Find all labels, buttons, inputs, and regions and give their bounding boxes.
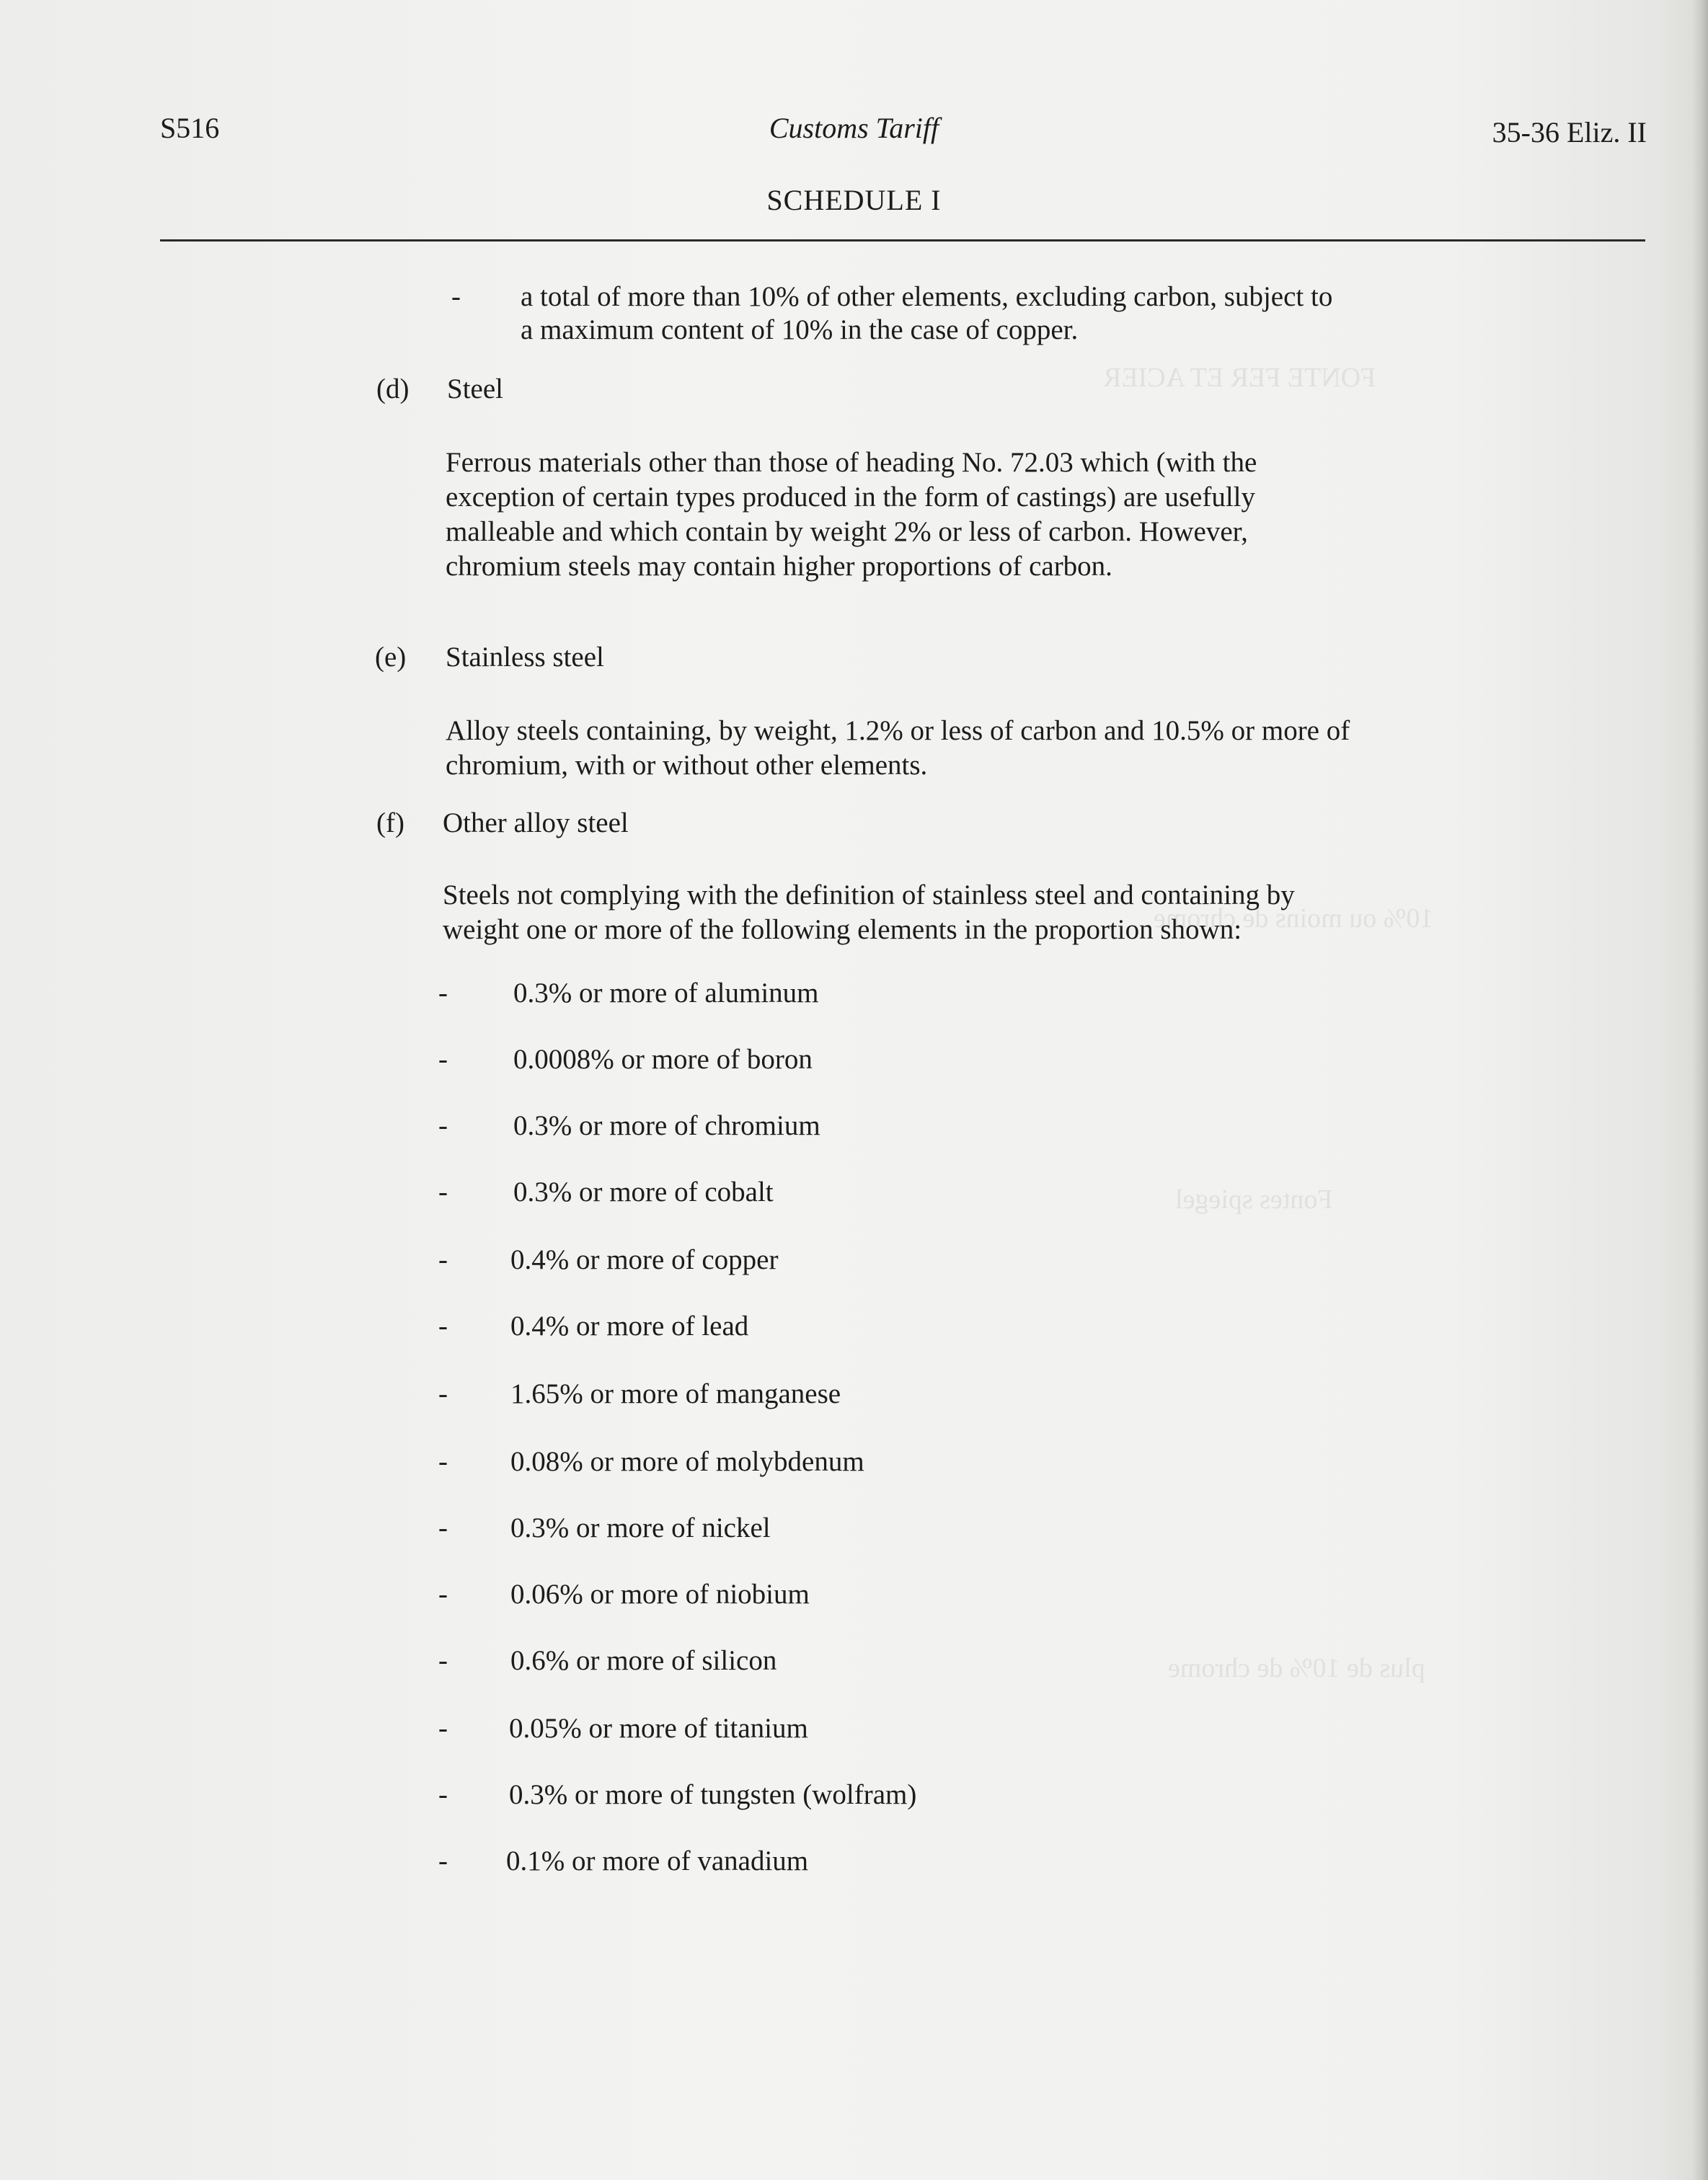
section-d-paragraph [446, 446, 1257, 584]
list-item-silicon: 0.6% or more of silicon [510, 1645, 777, 1676]
paragraph-line: Alloy steels containing, by weight, 1.2% or less of carbon and 10.5% or more of [446, 715, 1350, 746]
page-edge-shadow [1692, 0, 1708, 2180]
show-through-text: FONTE FER ET ACIER [1103, 363, 1376, 393]
section-d-heading: Steel [447, 373, 503, 404]
section-d-label: (d) [376, 373, 410, 404]
page-number: S516 [160, 112, 220, 144]
bullet-dash: - [438, 1244, 448, 1275]
bullet-dash: - [438, 1311, 448, 1342]
paragraph-line: exception of certain types produced in the form of castings) are usefully [446, 482, 1256, 513]
show-through-text: plus de 10% de chrome [1168, 1653, 1425, 1683]
show-through-text: Fontes spiegel [1175, 1184, 1333, 1215]
paragraph-line: chromium steels may contain higher proportions of carbon. [446, 551, 1112, 582]
intro-bullet-line-2: a maximum content of 10% in the case of copper. [521, 314, 1079, 345]
paragraph-line: Ferrous materials other than those of heading No. 72.03 which (with the [446, 447, 1257, 478]
list-item-boron: 0.0008% or more of boron [513, 1044, 813, 1075]
bullet-dash: - [438, 1044, 448, 1075]
list-item-vanadium: 0.1% or more of vanadium [506, 1846, 809, 1877]
list-item-titanium: 0.05% or more of titanium [509, 1713, 808, 1744]
section-e-heading: Stainless steel [446, 642, 604, 673]
bullet-dash: - [438, 1378, 448, 1409]
list-item-aluminum: 0.3% or more of aluminum [513, 978, 819, 1009]
bullet-dash: - [438, 978, 448, 1009]
bullet-dash: - [438, 1713, 448, 1744]
paragraph-line: weight one or more of the following elements in the proportion shown: [443, 914, 1242, 945]
running-title: Customs Tariff [769, 112, 939, 144]
header-rule [160, 239, 1645, 242]
list-item-copper: 0.4% or more of copper [510, 1244, 779, 1275]
bullet-dash: - [438, 1846, 448, 1877]
intro-bullet-line-1: a total of more than 10% of other elements, excluding carbon, subject to [521, 281, 1333, 312]
show-through-text: 10% ou moins de chrome [1154, 903, 1434, 934]
bullet-dash: - [438, 1779, 448, 1810]
section-e-label: (e) [375, 642, 407, 673]
bullet-dash: - [438, 1177, 448, 1208]
section-e-paragraph [446, 714, 1350, 783]
section-f-paragraph [443, 878, 1295, 947]
list-item-lead: 0.4% or more of lead [510, 1311, 749, 1342]
paragraph-line: chromium, with or without other elements. [446, 750, 928, 781]
paragraph-line: Steels not complying with the definition of stainless steel and containing by [443, 879, 1295, 910]
bullet-dash: - [438, 1110, 448, 1141]
bullet-dash: - [438, 1579, 448, 1610]
bullet-dash: - [438, 1446, 448, 1477]
list-item-niobium: 0.06% or more of niobium [510, 1579, 810, 1610]
paragraph-line: malleable and which contain by weight 2% or less of carbon. However, [446, 516, 1248, 547]
list-item-tungsten: 0.3% or more of tungsten (wolfram) [509, 1779, 917, 1810]
bullet-dash: - [451, 281, 461, 312]
list-item-molybdenum: 0.08% or more of molybdenum [510, 1446, 864, 1477]
bullet-dash: - [438, 1512, 448, 1543]
regnal-year: 35-36 Eliz. II [1492, 116, 1647, 149]
section-f-label: (f) [376, 807, 404, 838]
schedule-title: SCHEDULE I [766, 184, 942, 216]
list-item-manganese: 1.65% or more of manganese [510, 1378, 841, 1409]
list-item-cobalt: 0.3% or more of cobalt [513, 1177, 774, 1208]
list-item-chromium: 0.3% or more of chromium [513, 1110, 820, 1141]
section-f-heading: Other alloy steel [443, 807, 629, 838]
bullet-dash: - [438, 1645, 448, 1676]
list-item-nickel: 0.3% or more of nickel [510, 1512, 771, 1543]
